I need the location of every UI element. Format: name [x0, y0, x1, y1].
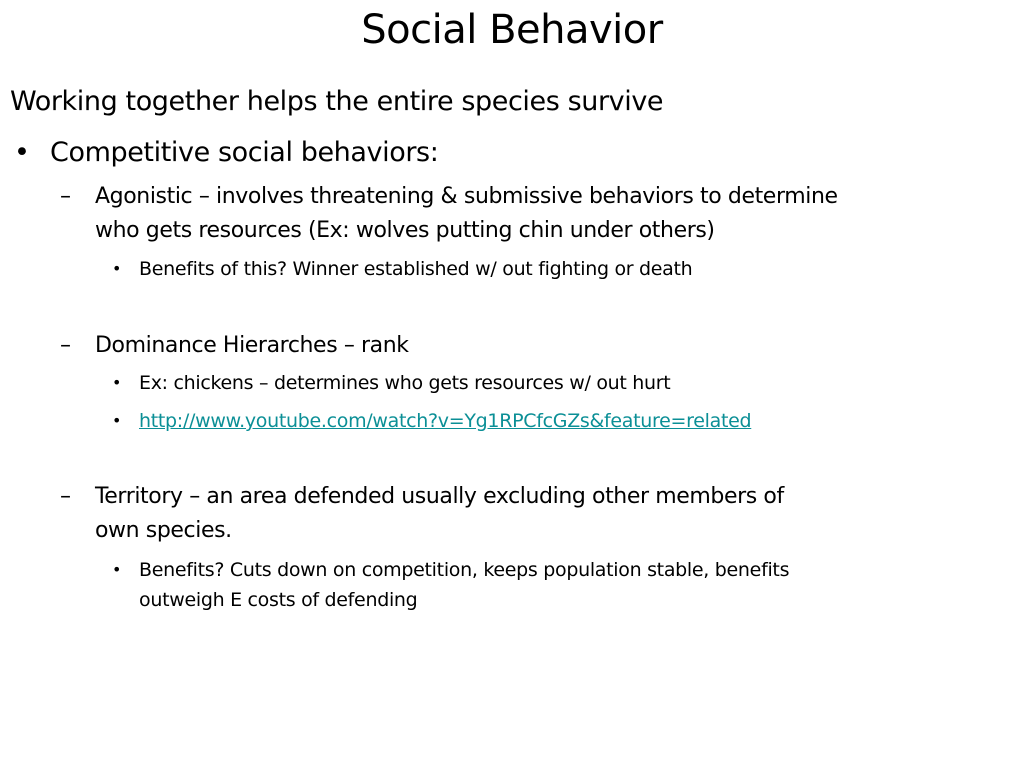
territory-benefit-line-2: outweigh E costs of defending	[139, 589, 418, 611]
bullet-marker: •	[112, 411, 122, 430]
dominance-example: Ex: chickens – determines who gets resources w/ out hurt	[139, 372, 671, 394]
intro-text: Working together helps the entire species survive	[10, 86, 664, 117]
dash-marker: –	[60, 333, 71, 358]
bullet-marker: •	[14, 137, 30, 168]
dash-marker: –	[60, 184, 71, 209]
agonistic-line-1: Agonistic – involves threatening & submissive behaviors to determine	[95, 184, 838, 209]
dash-marker: –	[60, 484, 71, 509]
territory-benefit-line-1: Benefits? Cuts down on competition, keeps population stable, benefits	[139, 559, 790, 581]
territory-line-1: Territory – an area defended usually excluding other members of	[95, 484, 784, 509]
competitive-label: Competitive social behaviors:	[50, 137, 439, 168]
agonistic-line-2: who gets resources (Ex: wolves putting chin under others)	[95, 218, 715, 243]
slide-title: Social Behavior	[361, 7, 663, 53]
youtube-link[interactable]: http://www.youtube.com/watch?v=Yg1RPCfcGZs&feature=related	[139, 410, 752, 432]
agonistic-benefit: Benefits of this? Winner established w/ out fighting or death	[139, 258, 693, 280]
dominance-label: Dominance Hierarches – rank	[95, 333, 409, 358]
bullet-marker: •	[112, 259, 122, 278]
territory-line-2: own species.	[95, 518, 232, 543]
bullet-marker: •	[112, 373, 122, 392]
bullet-marker: •	[112, 560, 122, 579]
